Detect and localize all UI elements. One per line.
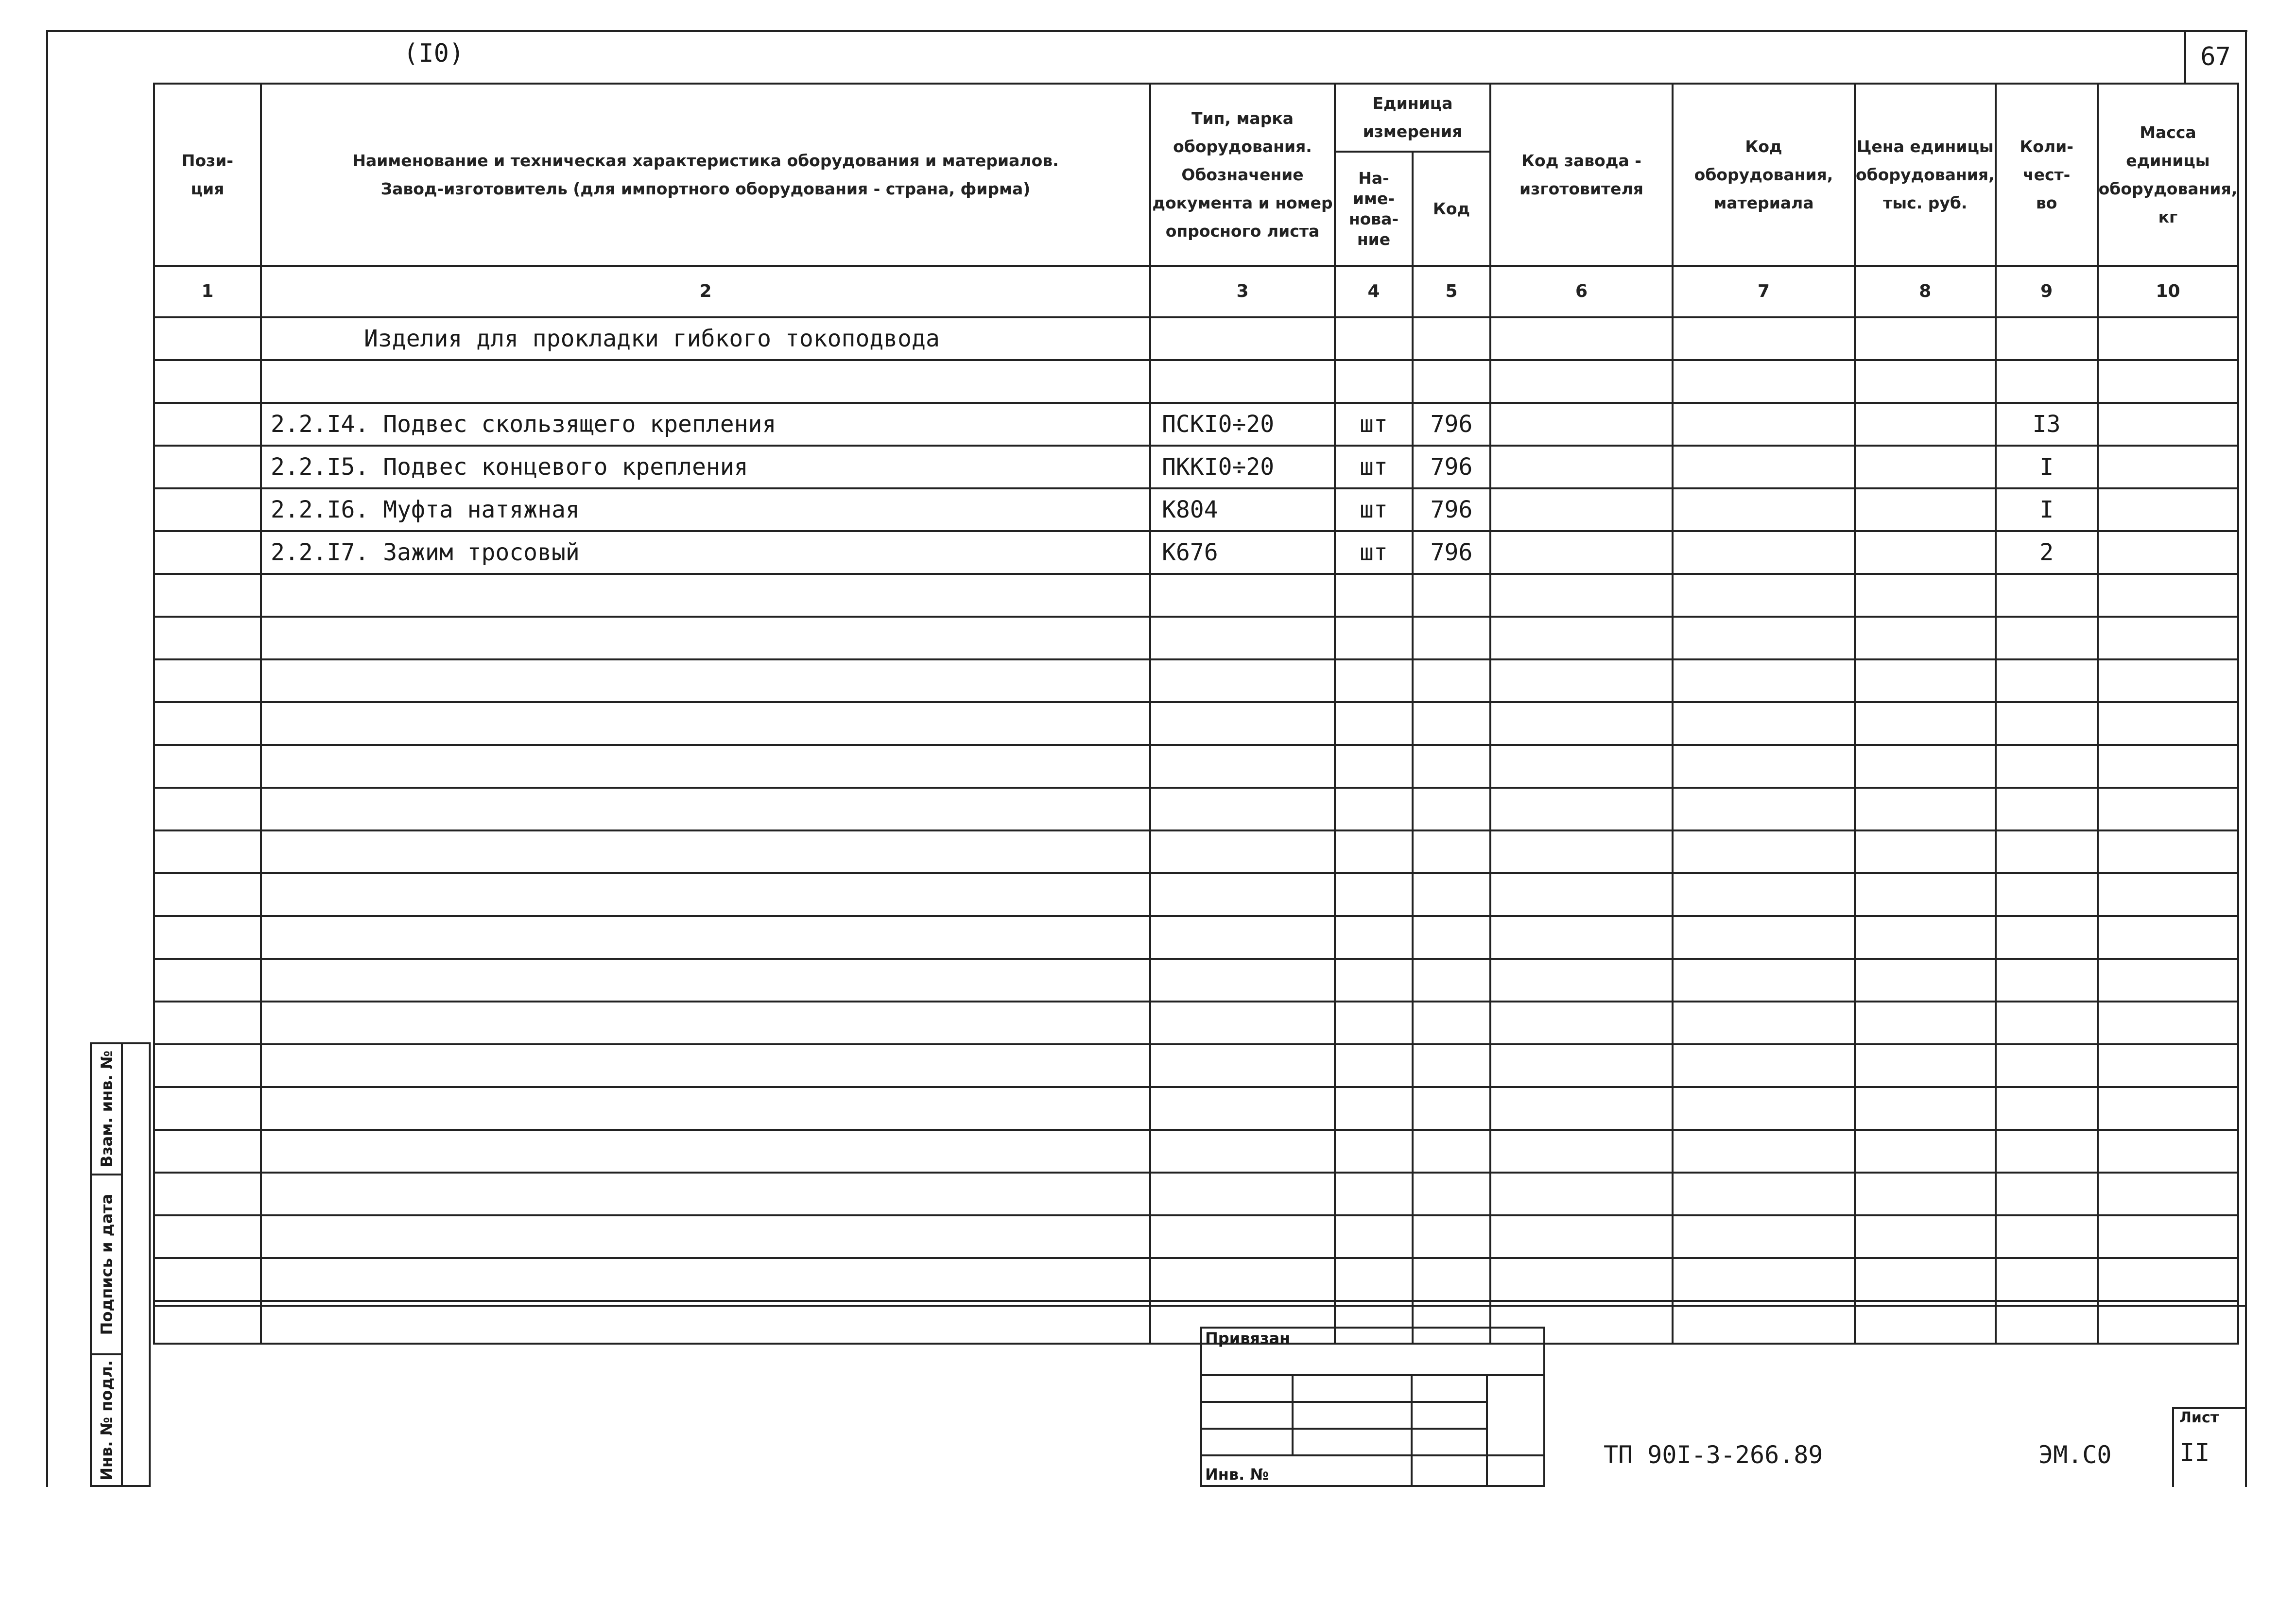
column-number-row (154, 266, 2238, 317)
item-unit: шт (1335, 446, 1413, 488)
column-number: 2 (261, 266, 1150, 317)
document-suffix: ЭМ.С0 (2038, 1441, 2112, 1469)
table-row (154, 959, 2238, 1002)
table-row (154, 531, 2238, 574)
column-number: 7 (1673, 266, 1855, 317)
column-header-unit-name: На- име- нова- ние (1335, 152, 1413, 266)
sheet-label: Лист (2179, 1409, 2219, 1426)
document-code: ТП 90I-3-266.89 (1604, 1441, 1823, 1469)
column-header-type: Тип, марка оборудования. Обозначение документа и номер опросного листа (1150, 84, 1335, 266)
item-unit-code: 796 (1413, 446, 1490, 488)
item-type: К676 (1150, 531, 1335, 574)
inv-number-label: Инв. № (1205, 1465, 1269, 1484)
page-number: 67 (2184, 30, 2245, 84)
item-unit: шт (1335, 488, 1413, 531)
table-row (154, 1215, 2238, 1258)
column-number: 10 (2098, 266, 2239, 317)
column-number: 3 (1150, 266, 1335, 317)
column-number: 5 (1413, 266, 1490, 317)
table-row (154, 916, 2238, 959)
column-number: 1 (154, 266, 261, 317)
table-row (154, 788, 2238, 830)
item-type: ПККI0÷20 (1150, 446, 1335, 488)
privyazan-stamp (1200, 1327, 1545, 1487)
column-header-factory-code: Код завода - изготовителя (1490, 84, 1673, 266)
sidebar-inv-podl: Инв. № подл. (92, 1355, 123, 1485)
frame-left-line (46, 30, 48, 1487)
item-unit: шт (1335, 403, 1413, 446)
table-row (154, 360, 2238, 403)
sheet-value: II (2179, 1438, 2210, 1468)
column-header-equipment-code: Код оборудования, материала (1673, 84, 1855, 266)
group-title: Изделия для прокладки гибкого токоподвода (261, 317, 1150, 360)
column-header-mass: Масса единицы оборудования, кг (2098, 84, 2239, 266)
item-unit: шт (1335, 531, 1413, 574)
item-type: ПСКI0÷20 (1150, 403, 1335, 446)
table-row (154, 1087, 2238, 1130)
item-name: 2.2.I4. Подвес скользящего крепления (261, 403, 1150, 446)
item-quantity: 2 (1996, 531, 2098, 574)
table-row (154, 1130, 2238, 1173)
sheet-part-label: (I0) (403, 39, 465, 68)
table-row (154, 1044, 2238, 1087)
column-number: 9 (1996, 266, 2098, 317)
table-row (154, 830, 2238, 873)
column-number: 6 (1490, 266, 1673, 317)
table-row (154, 1002, 2238, 1044)
table-row (154, 1301, 2238, 1344)
table-row (154, 659, 2238, 702)
table-row (154, 446, 2238, 488)
item-quantity: I (1996, 446, 2098, 488)
table-row (154, 574, 2238, 617)
table-row (154, 702, 2238, 745)
column-header-quantity: Коли- чест- во (1996, 84, 2098, 266)
column-header-name: Наименование и техническая характеристика оборудования и материалов. Завод-изготовитель (для импортного оборудования - страна, фирма) (261, 84, 1150, 266)
sidebar-vzam: Взам. инв. № (92, 1044, 123, 1175)
column-header-position: Пози- ция (154, 84, 261, 266)
item-unit-code: 796 (1413, 403, 1490, 446)
table-row (154, 1258, 2238, 1301)
table-row (154, 488, 2238, 531)
item-type: К804 (1150, 488, 1335, 531)
column-header-price: Цена единицы оборудования, тыс. руб. (1855, 84, 1996, 266)
table-row (154, 745, 2238, 788)
column-number: 4 (1335, 266, 1413, 317)
table-row (154, 873, 2238, 916)
specification-table (153, 83, 2239, 1345)
item-name: 2.2.I5. Подвес концевого крепления (261, 446, 1150, 488)
item-unit-code: 796 (1413, 531, 1490, 574)
privyazan-label: Привязан (1205, 1329, 1291, 1348)
title-block-top-line (153, 1305, 2245, 1307)
item-unit-code: 796 (1413, 488, 1490, 531)
table-row (154, 1173, 2238, 1215)
item-name: 2.2.I6. Муфта натяжная (261, 488, 1150, 531)
table-row (154, 617, 2238, 659)
item-quantity: I3 (1996, 403, 2098, 446)
item-name: 2.2.I7. Зажим тросовый (261, 531, 1150, 574)
left-sidebar-stamp (90, 1042, 151, 1487)
sidebar-podpis: Подпись и дата (92, 1175, 123, 1355)
column-header-unit-code: Код (1413, 152, 1490, 266)
frame-top-line (46, 30, 2247, 32)
table-row (154, 317, 2238, 360)
column-number: 8 (1855, 266, 1996, 317)
column-header-unit: Единица измерения (1335, 84, 1490, 152)
item-quantity: I (1996, 488, 2098, 531)
frame-right-line (2245, 30, 2247, 1487)
stamp-grid (1200, 1327, 1545, 1487)
table-row (154, 403, 2238, 446)
